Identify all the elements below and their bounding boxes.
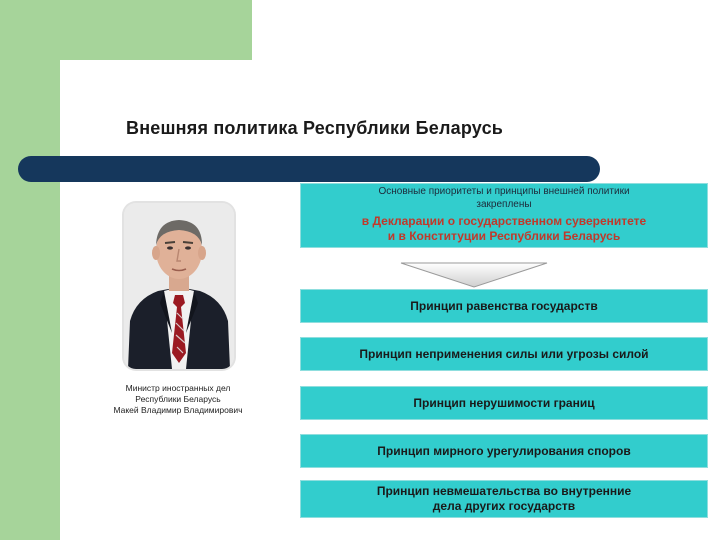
principle-non-use-of-force: [300, 337, 708, 371]
info-text-line2: закреплены: [476, 199, 532, 210]
portrait-illustration: [124, 203, 234, 369]
caption-position-line1: Министр иностранных дел: [125, 383, 231, 393]
principle-non-interference: [300, 480, 708, 518]
principle-equality: [300, 289, 708, 323]
caption-position-line2: Республики Беларусь: [135, 394, 221, 404]
slide-title: Внешняя политика Республики Беларусь: [126, 118, 504, 138]
principle-inviolability-of-borders: [300, 386, 708, 420]
info-text-line1: Основные приоритеты и принципы внешней политики: [378, 186, 630, 197]
down-arrow-icon: [400, 262, 548, 288]
caption-name: Макей Владимир Владимирович: [113, 405, 243, 415]
principle-text: Принцип нерушимости границ: [413, 395, 595, 410]
principle-text: Принцип равенства государств: [410, 298, 598, 313]
priorities-info-box: [300, 183, 708, 248]
principle-text: Принцип неприменения силы или угрозы силой: [359, 346, 649, 361]
title-underline-bar: [18, 156, 600, 182]
minister-caption: [80, 383, 276, 416]
principle-text-line1: Принцип невмешательства во внутренние: [376, 484, 632, 498]
decor-green-stripe-left: [0, 0, 60, 540]
principle-peaceful-settlement: [300, 434, 708, 468]
principle-text-line2: дела других государств: [432, 499, 576, 513]
info-highlight-line1: в Декларации о государственном суверенитете: [361, 214, 647, 228]
decor-green-block-top: [0, 0, 252, 60]
principle-text: Принцип мирного урегулирования споров: [377, 443, 631, 458]
minister-portrait: [124, 203, 234, 369]
info-highlight-line2: и в Конституции Республики Беларусь: [387, 229, 621, 243]
